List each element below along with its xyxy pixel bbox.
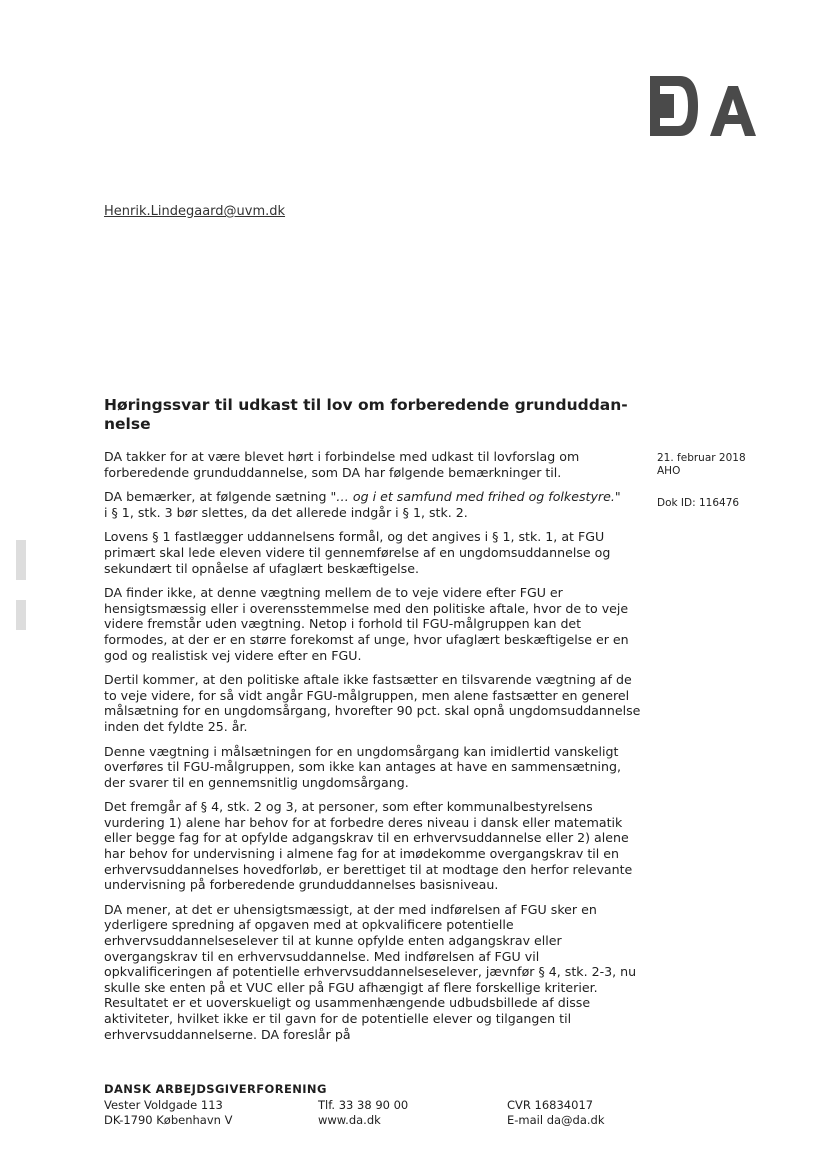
paragraph: Dertil kommer, at den politiske aftale ikke fastsætter en tilsvarende vægtning af de to veje videre, for så vidt angår FGU-målgruppen, men alene fastsætter en generel målsætning for en ungdomsårgang, hvorefter 90 pct. skal opnå ungdomsuddannelse inden det fyldte 25. år. <box>104 672 641 734</box>
paragraph: DA finder ikke, at denne vægtning mellem de to veje videre efter FGU er hensigtsmæssig eller i overensstemmelse med den politiske aftale, hvor de to veje videre fremstår uden vægtning. Netop i forhold til FGU-målgruppen kan det formodes, at der er en større forekomst af unge, hvor ufaglært beskæftigelse er en god og realistisk vej videre efter en FGU. <box>104 585 629 663</box>
organization-name: DANSK ARBEJDSGIVERFORENING <box>104 1082 327 1096</box>
paragraph-lead: DA bemærker, at følgende sætning <box>104 489 331 505</box>
paragraph <box>104 489 641 520</box>
scan-mark <box>16 600 26 630</box>
footer-city: DK-1790 København V <box>104 1112 233 1127</box>
paragraph: DA mener, at det er uhensigtsmæssigt, at der med indførelsen af FGU sker en yderligere spredning af opgaven med at opkvalificere potentielle erhvervsuddannelseselever til at kunne opfylde enten adgangskrav eller overgangskrav til en erhvervsuddannelse. Med indførelsen af FGU vil opkvalificeringen af potentielle erhvervsuddannelseselever, jævnfør § 4, stk. 2-3, nu skulle ske enten på et VUC eller på FGU afhængigt af flere forskellige kriterier. Resultatet er et uoverskueligt og usammenhængende udbudsbillede af disse aktiviteter, hvilket ikke er til gavn for de potentielle elever og tilgangen til erhvervsuddannelserne. DA foreslår på <box>104 901 637 1042</box>
footer-address <box>104 1098 232 1127</box>
da-logo <box>648 72 760 140</box>
footer-phone: Tlf. 33 38 90 00 <box>318 1098 409 1112</box>
scan-mark <box>16 540 26 580</box>
footer-registration <box>507 1098 605 1127</box>
paragraph-rest: i § 1, stk. 3 bør slettes, da det allerede indgår i § 1, stk. 2. <box>104 504 468 520</box>
paragraph-quote: "… og i et samfund med frihed og folkestyre." <box>330 489 621 505</box>
footer-email[interactable]: E-mail da@da.dk <box>507 1112 605 1127</box>
paragraph: Lovens § 1 fastlægger uddannelsens formål, og det angives i § 1, stk. 1, at FGU primært skal lede eleven videre til gennemførelse af en ungdomsuddannelse og sekundært til opnåelse af ufaglært beskæftigelse. <box>104 529 611 576</box>
document-date: 21. februar 2018 <box>657 452 746 464</box>
document-id: Dok ID: 116476 <box>657 497 740 509</box>
recipient-email[interactable]: Henrik.Lindegaard@uvm.dk <box>104 204 286 219</box>
footer-contact <box>318 1098 408 1127</box>
paragraph: Det fremgår af § 4, stk. 2 og 3, at personer, som efter kommunalbestyrelsens vurdering 1) alene har behov for at forbedre deres niveau i dansk eller matematik eller begge fag for at opfylde adgangskrav til en erhvervsuddannelse eller 2) alene har behov for undervisning i almene fag for at imødekomme overgangskrav til en erhvervsuddannelses hovedforløb, er berettiget til at modtage den herfor relevante undervisning på forberedende grunduddannelses basisniveau. <box>104 799 633 893</box>
document-title: Høringssvar til udkast til lov om forberedende grunduddan-nelse <box>104 396 628 433</box>
footer-cvr: CVR 16834017 <box>507 1098 594 1112</box>
document-meta <box>657 452 787 510</box>
document-body <box>104 449 641 1051</box>
footer-web[interactable]: www.da.dk <box>318 1112 381 1127</box>
paragraph: DA takker for at være blevet hørt i forbindelse med udkast til lovforslag om forberedende grunduddannelse, som DA har følgende bemærkninger til. <box>104 449 580 480</box>
footer-street: Vester Voldgade 113 <box>104 1098 223 1112</box>
footer-org <box>104 1082 664 1097</box>
paragraph: Denne vægtning i målsætningen for en ungdomsårgang kan imidlertid vanskeligt overføres til FGU-målgruppen, som ikke kan antages at have en sammensætning, der svarer til en gennemsnitlig ungdomsårgang. <box>104 743 622 790</box>
author-initials: AHO <box>657 465 681 477</box>
